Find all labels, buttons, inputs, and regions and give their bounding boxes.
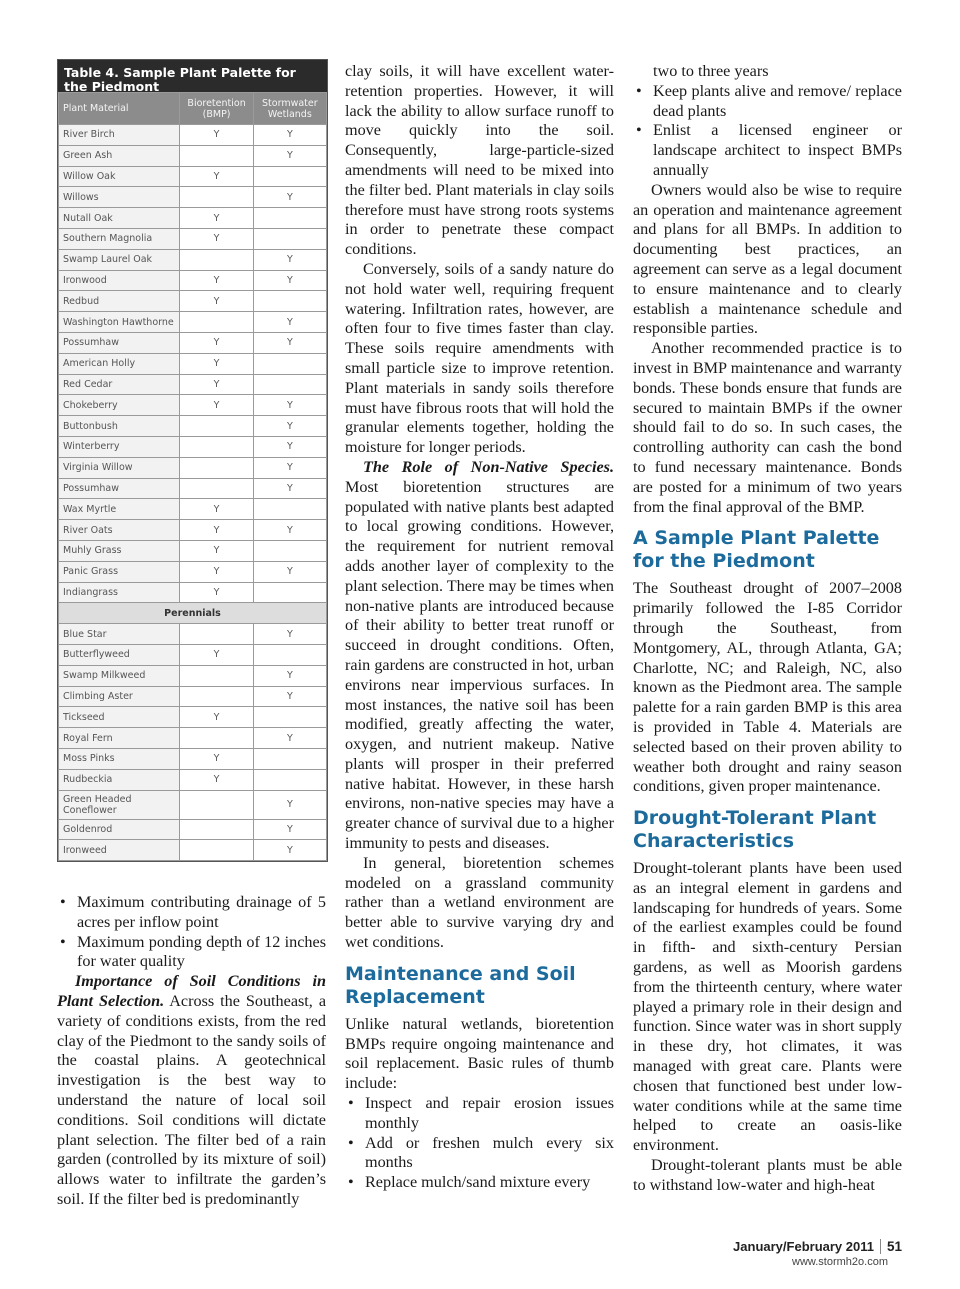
table-row bbox=[59, 374, 327, 395]
paragraph: Conversely, soils of a sandy nature do not hold water well, requiring frequent watering. Infiltration rates, however, are often four to five times faster than clay. These soils require amendments with small particle size to improve retention. Plant materials in sandy soils therefore must have fibrous roots that will hold the granular elements together, holding the moisture for longer periods. bbox=[345, 259, 614, 457]
table-body bbox=[59, 125, 327, 861]
bioretention-cell: Y bbox=[180, 395, 253, 416]
table-row bbox=[59, 707, 327, 728]
table-row bbox=[59, 208, 327, 229]
bioretention-cell: Y bbox=[180, 561, 253, 582]
wetlands-cell: Y bbox=[253, 840, 326, 861]
bioretention-cell bbox=[180, 436, 253, 457]
table-row bbox=[59, 561, 327, 582]
plant-name-cell: American Holly bbox=[59, 353, 180, 374]
table-row bbox=[59, 840, 327, 861]
wetlands-cell: Y bbox=[253, 249, 326, 270]
plant-name-cell: Panic Grass bbox=[59, 561, 180, 582]
wetlands-cell: Y bbox=[253, 790, 326, 819]
wetlands-cell: Y bbox=[253, 436, 326, 457]
bioretention-cell bbox=[180, 790, 253, 819]
list-item: • Enlist a licensed engineer or landscape architect to inspect BMPs annually bbox=[633, 121, 902, 180]
page-number: 51 bbox=[880, 1239, 902, 1254]
paragraph: Unlike natural wetlands, bioretention BMPs require ongoing maintenance and soil replacement. Basic rules of thumb include: bbox=[345, 1014, 614, 1093]
bioretention-cell: Y bbox=[180, 332, 253, 353]
bioretention-cell: Y bbox=[180, 270, 253, 291]
plant-name-cell: Willow Oak bbox=[59, 166, 180, 187]
wetlands-cell bbox=[253, 644, 326, 665]
list-item: • Replace mulch/sand mixture every bbox=[345, 1173, 614, 1193]
plant-name-cell: Possumhaw bbox=[59, 478, 180, 499]
section-label: Perennials bbox=[59, 603, 327, 624]
paragraph: Another recommended practice is to invest in BMP maintenance and warranty bonds. These bonds ensure that funds are secured to maintain BMPs if the owner should fail to do so. In such cases, the controlling authority can cash the bond to fund necessary maintenance. Bonds are posted for a minimum of two years from the final approval of the BMP. bbox=[633, 339, 902, 516]
table-row bbox=[59, 478, 327, 499]
wetlands-cell bbox=[253, 291, 326, 312]
table-row bbox=[59, 353, 327, 374]
table-row bbox=[59, 644, 327, 665]
table-row bbox=[59, 582, 327, 603]
list-item: • Add or freshen mulch every six months bbox=[345, 1134, 614, 1174]
plant-name-cell: Washington Hawthorne bbox=[59, 312, 180, 333]
column-1-text bbox=[57, 893, 326, 1210]
table-row bbox=[59, 249, 327, 270]
heading-plant-palette: A Sample Plant Palette for the Piedmont bbox=[633, 527, 880, 573]
bioretention-cell: Y bbox=[180, 707, 253, 728]
list-continuation: two to three years bbox=[653, 62, 769, 80]
table-row bbox=[59, 624, 327, 645]
wetlands-cell bbox=[253, 707, 326, 728]
wetlands-cell: Y bbox=[253, 416, 326, 437]
table-row bbox=[59, 395, 327, 416]
wetlands-cell bbox=[253, 208, 326, 229]
wetlands-cell: Y bbox=[253, 686, 326, 707]
plant-name-cell: Willows bbox=[59, 187, 180, 208]
paragraph: Drought-tolerant plants must be able to withstand low-water and high-heat bbox=[633, 1156, 902, 1194]
page-footer bbox=[733, 1238, 902, 1268]
bioretention-cell bbox=[180, 840, 253, 861]
bioretention-cell: Y bbox=[180, 499, 253, 520]
bioretention-cell bbox=[180, 624, 253, 645]
wetlands-cell: Y bbox=[253, 478, 326, 499]
bioretention-cell: Y bbox=[180, 374, 253, 395]
plant-name-cell: Virginia Willow bbox=[59, 457, 180, 478]
table-row bbox=[59, 457, 327, 478]
bioretention-cell: Y bbox=[180, 520, 253, 541]
plant-name-cell: Green Ash bbox=[59, 145, 180, 166]
header-bioretention: Bioretention (BMP) bbox=[180, 93, 253, 125]
wetlands-cell: Y bbox=[253, 395, 326, 416]
bioretention-cell bbox=[180, 728, 253, 749]
wetlands-cell: Y bbox=[253, 125, 326, 146]
heading-drought-tolerant: Drought-Tolerant Plant Characteristics bbox=[633, 807, 877, 853]
paragraph-text: Most bioretention structures are populated with native plants best adapted to local growing conditions. However, the requirement for nutrient removal adds another layer of complexity to the plant selection. There may be times when non-native plants are introduced because of their ability to better treat runoff or succeed in drought conditions. Often, rain gardens are constructed in hot, urban environs near impervious surfaces. In most instances, the native soil has been modified, greatly affecting the water, oxygen, and nutrient makeup. Native plants will prosper in their preferred native habitat. However, in these harsh environs, non-native species may have a greater chance of survival due to a higher immunity to pests and diseases. bbox=[345, 477, 614, 853]
plant-name-cell: Nutall Oak bbox=[59, 208, 180, 229]
bioretention-cell: Y bbox=[180, 228, 253, 249]
wetlands-cell bbox=[253, 540, 326, 561]
maintenance-bullets bbox=[345, 1094, 614, 1193]
bioretention-cell bbox=[180, 478, 253, 499]
plant-name-cell: Winterberry bbox=[59, 436, 180, 457]
bioretention-cell bbox=[180, 145, 253, 166]
wetlands-cell: Y bbox=[253, 145, 326, 166]
run-in-heading: Importance of Soil Conditions in Plant Selection. bbox=[57, 972, 326, 1010]
paragraph-text: Across the Southeast, a variety of conditions exists, from the red clay of the Piedmont to the sandy soils of the coastal plains. A geotechnical investigation is the best way to understand the nature of local soil conditions. Soil conditions will dictate plant selection. The filter bed of a rain garden (controlled by its mixture of soil) allows water to infiltrate the garden’s soil. If the filter bed is predominantly bbox=[57, 991, 326, 1208]
plant-name-cell: Rudbeckia bbox=[59, 769, 180, 790]
plant-name-cell: Tickseed bbox=[59, 707, 180, 728]
wetlands-cell: Y bbox=[253, 312, 326, 333]
bioretention-cell: Y bbox=[180, 540, 253, 561]
plant-name-cell: Royal Fern bbox=[59, 728, 180, 749]
bioretention-cell: Y bbox=[180, 644, 253, 665]
wetlands-cell bbox=[253, 499, 326, 520]
plant-name-cell: Possumhaw bbox=[59, 332, 180, 353]
plant-name-cell: Buttonbush bbox=[59, 416, 180, 437]
table-row bbox=[59, 125, 327, 146]
table-row bbox=[59, 291, 327, 312]
plant-name-cell: Climbing Aster bbox=[59, 686, 180, 707]
paragraph: Drought-tolerant plants have been used as an integral element in gardens and landscaping for hundreds of years. Some of the earliest examples could be found in fifth- and sixth-century Persian gardens, as well as Moorish gardens from the thirteenth century, where water played a primary role in their design and function. Since water was in short supply in these dry, hot climates, it was managed with great care. Plants were chosen that functioned best under low-water conditions while at the same time helped to create an oasis-like environment. bbox=[633, 859, 902, 1155]
bioretention-cell bbox=[180, 686, 253, 707]
wetlands-cell: Y bbox=[253, 624, 326, 645]
plant-name-cell: Goldenrod bbox=[59, 819, 180, 840]
plant-name-cell: Moss Pinks bbox=[59, 748, 180, 769]
paragraph-soil-conditions bbox=[57, 972, 326, 1210]
header-plant-material: Plant Material bbox=[59, 93, 180, 125]
table-row bbox=[59, 728, 327, 749]
bioretention-cell: Y bbox=[180, 582, 253, 603]
table-row bbox=[59, 819, 327, 840]
plant-name-cell: Ironweed bbox=[59, 840, 180, 861]
plant-name-cell: Wax Myrtle bbox=[59, 499, 180, 520]
bioretention-cell: Y bbox=[180, 166, 253, 187]
header-stormwater-wetlands: Stormwater Wetlands bbox=[253, 93, 326, 125]
bioretention-cell bbox=[180, 187, 253, 208]
maintenance-bullets-cont bbox=[633, 82, 902, 181]
run-in-heading: The Role of Non-Native Species. bbox=[363, 457, 614, 476]
drainage-bullets bbox=[57, 893, 326, 972]
plant-name-cell: Redbud bbox=[59, 291, 180, 312]
wetlands-cell: Y bbox=[253, 332, 326, 353]
wetlands-cell bbox=[253, 353, 326, 374]
wetlands-cell: Y bbox=[253, 457, 326, 478]
table-row bbox=[59, 499, 327, 520]
table-row bbox=[59, 520, 327, 541]
wetlands-cell: Y bbox=[253, 665, 326, 686]
bioretention-cell: Y bbox=[180, 291, 253, 312]
wetlands-cell bbox=[253, 228, 326, 249]
bioretention-cell: Y bbox=[180, 125, 253, 146]
table-row bbox=[59, 416, 327, 437]
plant-name-cell: Ironwood bbox=[59, 270, 180, 291]
table-row bbox=[59, 187, 327, 208]
wetlands-cell: Y bbox=[253, 270, 326, 291]
wetlands-cell bbox=[253, 582, 326, 603]
wetlands-cell: Y bbox=[253, 520, 326, 541]
bioretention-cell bbox=[180, 249, 253, 270]
wetlands-cell bbox=[253, 769, 326, 790]
table-row bbox=[59, 312, 327, 333]
plant-name-cell: Red Cedar bbox=[59, 374, 180, 395]
plant-name-cell: Swamp Laurel Oak bbox=[59, 249, 180, 270]
website-url: www.stormh2o.com bbox=[792, 1256, 888, 1268]
bioretention-cell bbox=[180, 665, 253, 686]
wetlands-cell: Y bbox=[253, 728, 326, 749]
wetlands-cell bbox=[253, 166, 326, 187]
table-row bbox=[59, 145, 327, 166]
issue-date: January/February 2011 bbox=[733, 1239, 874, 1254]
paragraph: Owners would also be wise to require an operation and maintenance agreement and plans for all BMPs. In addition to documenting best practices, an agreement can serve as a legal document to ensure maintenance and to clearly establish a maintenance schedule and responsible parties. bbox=[633, 180, 902, 338]
bioretention-cell: Y bbox=[180, 353, 253, 374]
table-section-row bbox=[59, 603, 327, 624]
bioretention-cell: Y bbox=[180, 748, 253, 769]
table-title: Table 4. Sample Plant Palette for the Piedmont bbox=[58, 60, 327, 92]
table-row bbox=[59, 540, 327, 561]
list-item: • Inspect and repair erosion issues monthly bbox=[345, 1094, 614, 1134]
table-row bbox=[59, 436, 327, 457]
plant-name-cell: Chokeberry bbox=[59, 395, 180, 416]
wetlands-cell: Y bbox=[253, 819, 326, 840]
plant-name-cell: Swamp Milkweed bbox=[59, 665, 180, 686]
list-item: • Maximum contributing drainage of 5 acres per inflow point bbox=[57, 893, 326, 933]
table-row bbox=[59, 769, 327, 790]
table-row bbox=[59, 166, 327, 187]
plant-name-cell: River Birch bbox=[59, 125, 180, 146]
table-row bbox=[59, 228, 327, 249]
bioretention-cell: Y bbox=[180, 208, 253, 229]
list-item: • Maximum ponding depth of 12 inches for water quality bbox=[57, 933, 326, 973]
list-item: • Keep plants alive and remove/ replace dead plants bbox=[633, 82, 902, 122]
paragraph: clay soils, it will have excellent water-retention properties. However, it will lack the ability to allow surface runoff to move quickly into the soil. Consequently, large-particle-sized amendments will need to be mixed into the filter bed. Plant materials in clay soils therefore must have strong roots systems in order to penetrate these compact conditions. bbox=[345, 62, 614, 259]
bioretention-cell bbox=[180, 312, 253, 333]
wetlands-cell bbox=[253, 374, 326, 395]
table-row bbox=[59, 665, 327, 686]
paragraph: In general, bioretention schemes modeled on a grassland community rather than a wetland environment are better able to survive varying dry and wet conditions. bbox=[345, 853, 614, 952]
paragraph-non-native bbox=[345, 458, 614, 854]
plant-name-cell: Blue Star bbox=[59, 624, 180, 645]
plant-name-cell: Green Headed Coneflower bbox=[59, 790, 180, 819]
heading-maintenance: Maintenance and Soil Replacement bbox=[345, 962, 576, 1008]
plant-name-cell: River Oats bbox=[59, 520, 180, 541]
table-row bbox=[59, 686, 327, 707]
wetlands-cell: Y bbox=[253, 561, 326, 582]
wetlands-cell: Y bbox=[253, 187, 326, 208]
plant-name-cell: Butterflyweed bbox=[59, 644, 180, 665]
plant-name-cell: Indiangrass bbox=[59, 582, 180, 603]
bioretention-cell bbox=[180, 457, 253, 478]
table-row bbox=[59, 332, 327, 353]
bioretention-cell bbox=[180, 819, 253, 840]
plant-name-cell: Southern Magnolia bbox=[59, 228, 180, 249]
bioretention-cell bbox=[180, 416, 253, 437]
wetlands-cell bbox=[253, 748, 326, 769]
paragraph: The Southeast drought of 2007–2008 primarily followed the I-85 Corridor through the Southeast, from Montgomery, AL, through Atlanta, GA; Charlotte, NC; and Raleigh, NC, also known as the Piedmont area. The sample palette for a rain garden BMP is this area is provided in Table 4. Materials are selected based on their proven ability to weather both drought and rainy season conditions, given proper maintenance. bbox=[633, 579, 902, 796]
plant-table bbox=[58, 92, 327, 861]
column-3-text bbox=[633, 62, 902, 1196]
table-row bbox=[59, 790, 327, 819]
plant-palette-table bbox=[57, 59, 328, 862]
plant-name-cell: Muhly Grass bbox=[59, 540, 180, 561]
column-2-text bbox=[345, 62, 614, 1193]
table-row bbox=[59, 270, 327, 291]
table-row bbox=[59, 748, 327, 769]
bioretention-cell: Y bbox=[180, 769, 253, 790]
